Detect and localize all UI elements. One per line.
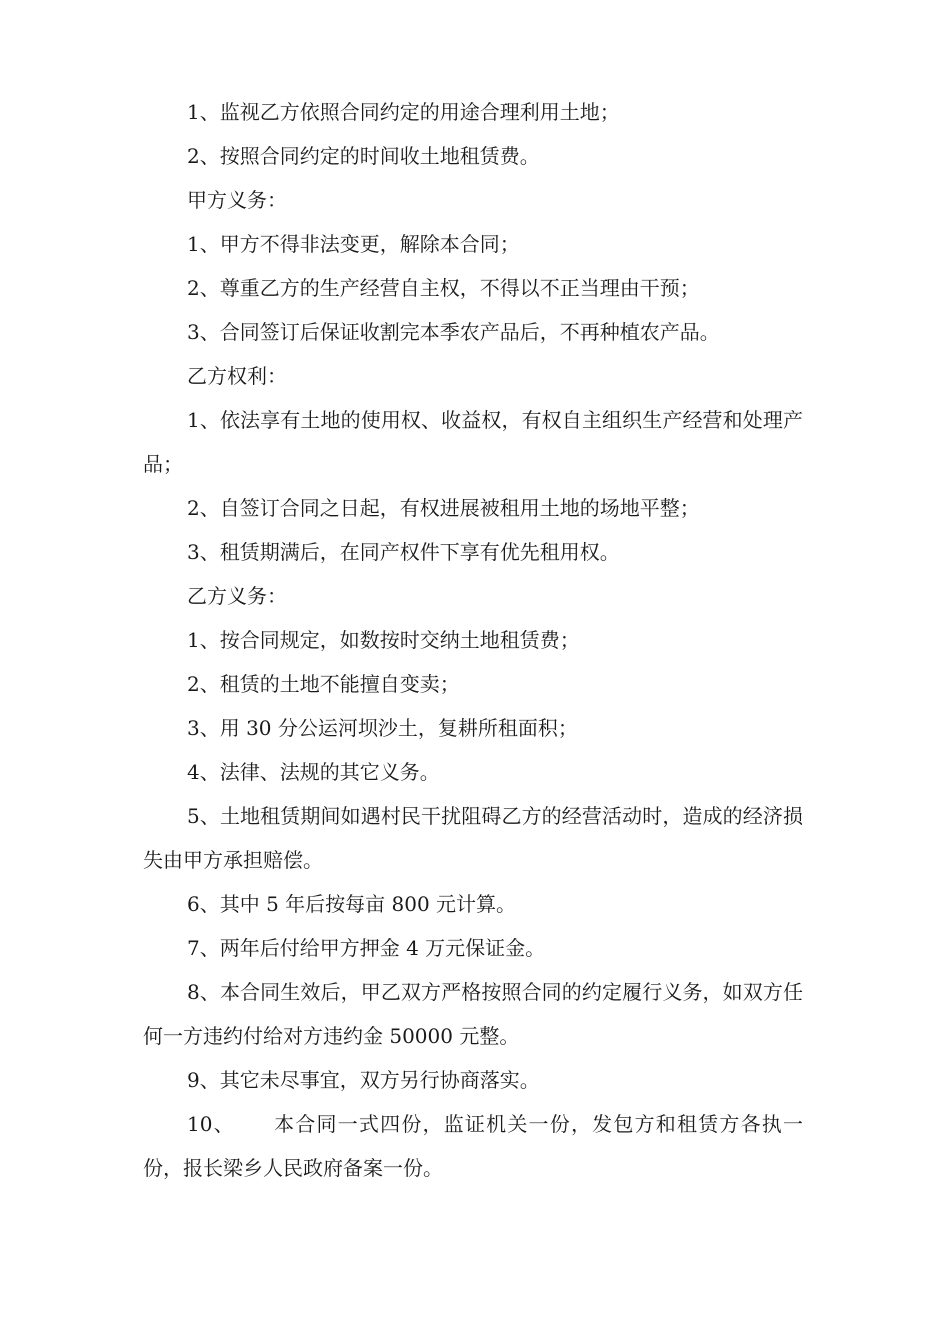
paragraph: 4、法律、法规的其它义务。 bbox=[187, 760, 440, 784]
paragraph: 7、两年后付给甲方押金 4 万元保证金。 bbox=[187, 936, 546, 960]
paragraph: 2、尊重乙方的生产经营自主权，不得以不正当理由干预； bbox=[187, 276, 700, 300]
paragraph: 3、租赁期满后，在同产权件下享有优先租用权。 bbox=[187, 540, 620, 564]
paragraph: 2、自签订合同之日起，有权进展被租用土地的场地平整； bbox=[187, 496, 700, 520]
paragraph-number: 10、 bbox=[187, 1112, 235, 1136]
paragraph-last bbox=[143, 1102, 803, 1190]
paragraph: 3、合同签订后保证收割完本季农产品后，不再种植农产品。 bbox=[187, 320, 720, 344]
paragraph: 5、土地租赁期间如遇村民干扰阻碍乙方的经营活动时，造成的经济损失由甲方承担赔偿。 bbox=[143, 804, 803, 872]
paragraph: 6、其中 5 年后按每亩 800 元计算。 bbox=[187, 892, 517, 916]
paragraph: 1、按合同规定，如数按时交纳土地租赁费； bbox=[187, 628, 580, 652]
section-heading: 乙方义务： bbox=[187, 584, 287, 608]
paragraph: 9、其它未尽事宜，双方另行协商落实。 bbox=[187, 1068, 540, 1092]
section-heading: 甲方义务： bbox=[187, 188, 287, 212]
paragraph: 2、租赁的土地不能擅自变卖； bbox=[187, 672, 460, 696]
paragraph: 1、监视乙方依照合同约定的用途合理利用土地； bbox=[187, 100, 620, 124]
section-heading: 乙方权利： bbox=[187, 364, 287, 388]
paragraph: 3、用 30 分公运河坝沙土，复耕所租面积； bbox=[187, 716, 578, 740]
paragraph: 1、甲方不得非法变更，解除本合同； bbox=[187, 232, 520, 256]
paragraph: 1、依法享有土地的使用权、收益权，有权自主组织生产经营和处理产品； bbox=[143, 408, 803, 476]
document-body bbox=[143, 90, 803, 1190]
paragraph: 8、本合同生效后，甲乙双方严格按照合同的约定履行义务，如双方任何一方违约付给对方违约金 50000 元整。 bbox=[143, 980, 803, 1048]
paragraph: 2、按照合同约定的时间收土地租赁费。 bbox=[187, 144, 540, 168]
paragraph-text: 本合同一式四份，监证机关一份，发包方和租赁方各执一 份，报长梁乡人民政府备案一份。 bbox=[143, 1112, 804, 1180]
